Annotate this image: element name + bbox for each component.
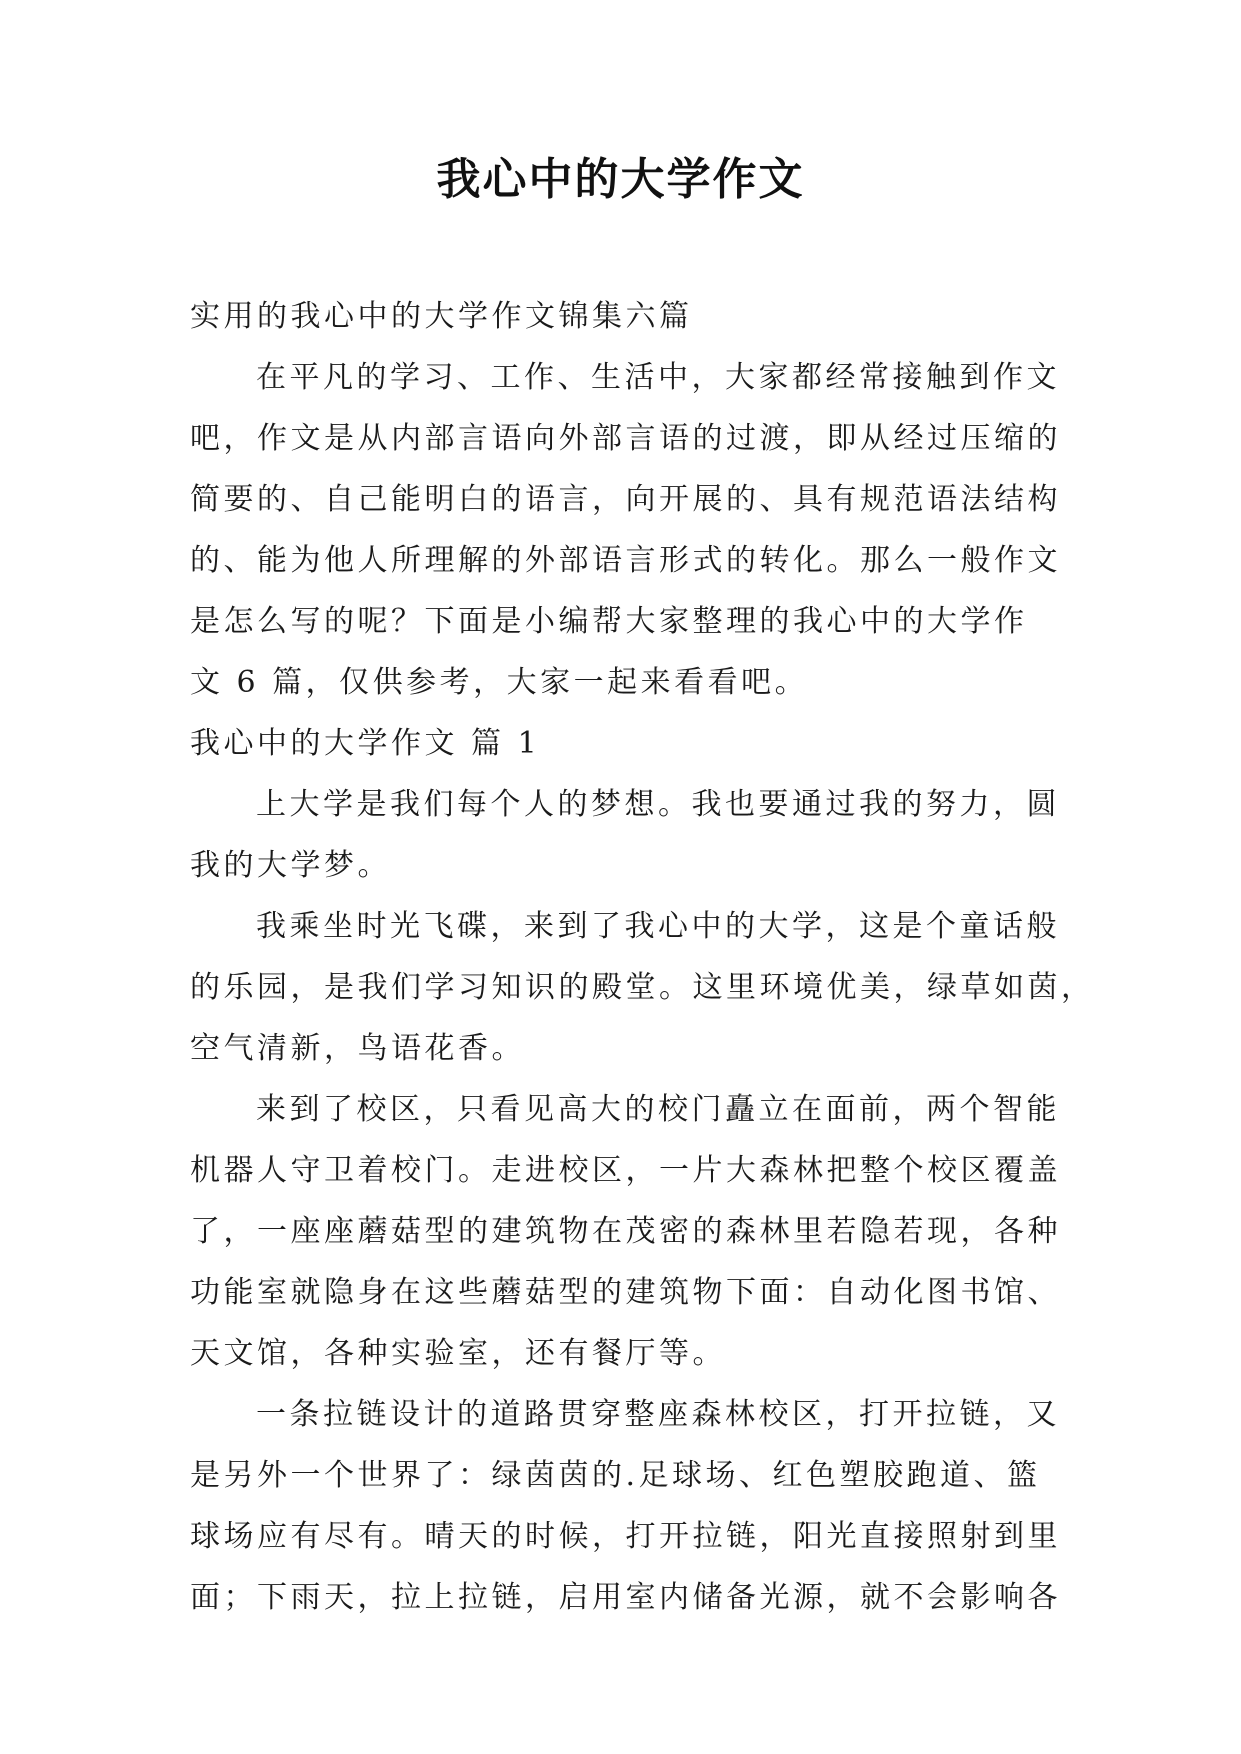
paragraph-line: 空气清新，鸟语花香。 — [190, 1031, 525, 1066]
paragraph-line: 上大学是我们每个人的梦想。我也要通过我的努力，圆 — [256, 787, 1060, 822]
paragraph-line: 功能室就隐身在这些蘑菇型的建筑物下面：自动化图书馆、 — [190, 1275, 1061, 1310]
document-body — [190, 286, 1095, 1628]
subtitle-line: 实用的我心中的大学作文锦集六篇 — [190, 299, 693, 334]
paragraph-line: 球场应有尽有。晴天的时候，打开拉链，阳光直接照射到里 — [190, 1519, 1061, 1554]
paragraph-line: 的乐园，是我们学习知识的殿堂。这里环境优美，绿草如茵， — [190, 970, 1095, 1005]
paragraph-line: 面；下雨天，拉上拉链，启用室内储备光源，就不会影响各 — [190, 1580, 1061, 1615]
paragraph-line: 我的大学梦。 — [190, 848, 391, 883]
paragraph-line: 吧，作文是从内部言语向外部言语的过渡，即从经过压缩的 — [190, 421, 1061, 456]
paragraph-line: 来到了校区，只看见高大的校门矗立在面前，两个智能 — [256, 1092, 1060, 1127]
paragraph-line: 天文馆，各种实验室，还有餐厅等。 — [190, 1336, 726, 1371]
paragraph-line: 是另外一个世界了：绿茵茵的.足球场、红色塑胶跑道、篮 — [190, 1458, 1041, 1493]
paragraph-line: 了，一座座蘑菇型的建筑物在茂密的森林里若隐若现，各种 — [190, 1214, 1061, 1249]
paragraph-line: 一条拉链设计的道路贯穿整座森林校区，打开拉链，又 — [256, 1397, 1060, 1432]
document-title: 我心中的大学作文 — [436, 154, 805, 205]
paragraph-line: 是怎么写的呢？下面是小编帮大家整理的我心中的大学作 — [190, 604, 1028, 639]
section-heading: 我心中的大学作文 篇 1 — [190, 726, 541, 761]
paragraph-line: 简要的、自己能明白的语言，向开展的、具有规范语法结构 — [190, 482, 1061, 517]
paragraph-line: 我乘坐时光飞碟，来到了我心中的大学，这是个童话般 — [256, 909, 1060, 944]
paragraph-line: 机器人守卫着校门。走进校区，一片大森林把整个校区覆盖 — [190, 1153, 1061, 1188]
paragraph-line: 文 6 篇，仅供参考，大家一起来看看吧。 — [190, 665, 809, 700]
paragraph-line: 的、能为他人所理解的外部语言形式的转化。那么一般作文 — [190, 543, 1061, 578]
paragraph-line: 在平凡的学习、工作、生活中，大家都经常接触到作文 — [256, 360, 1060, 395]
